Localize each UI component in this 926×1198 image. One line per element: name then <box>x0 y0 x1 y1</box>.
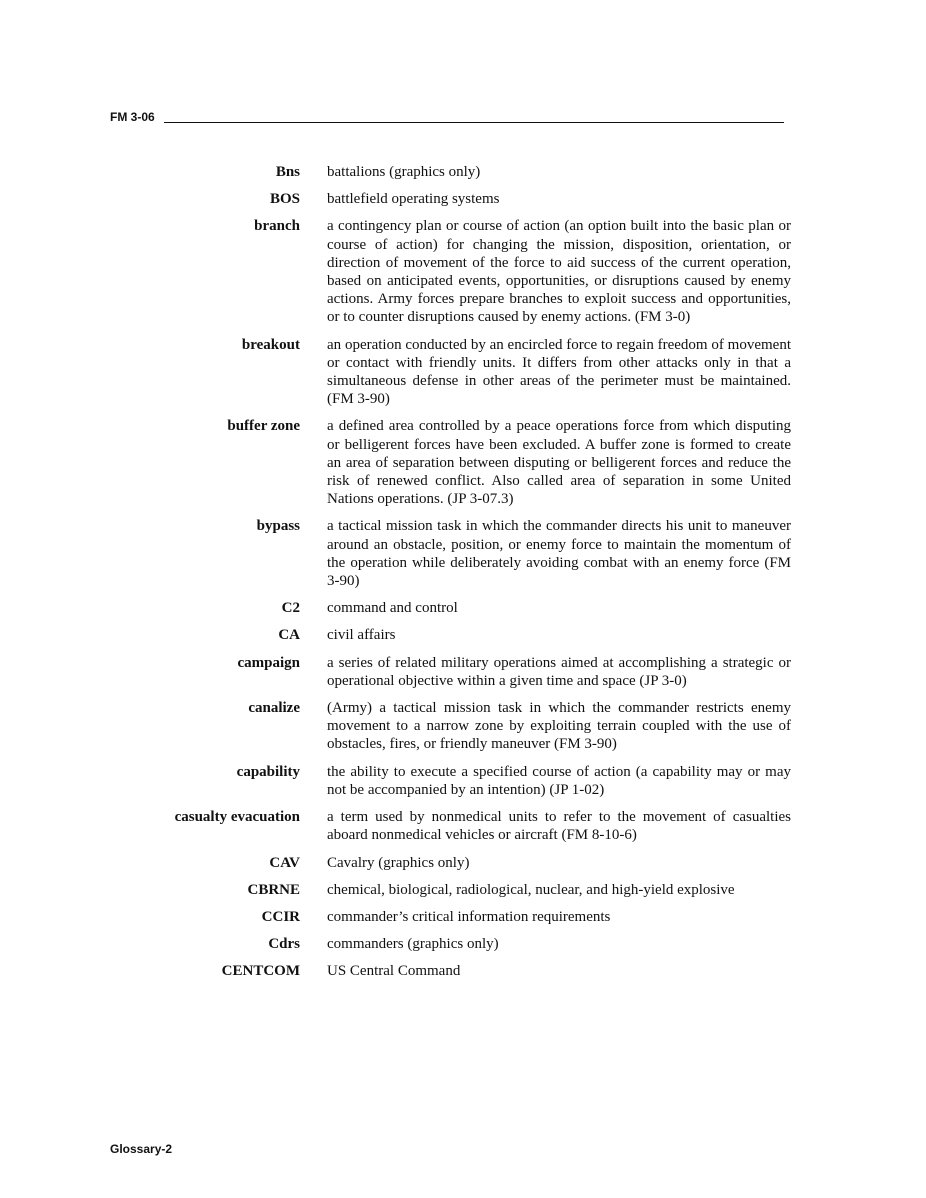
glossary-term: C2 <box>281 600 300 617</box>
glossary-term: canalize <box>248 700 300 717</box>
glossary-term: Cdrs <box>268 936 300 953</box>
glossary-entry <box>110 654 792 690</box>
glossary-definition: an operation conducted by an encircled force to regain freedom of movement or contact with friendly units. It differs from other attacks only in that a simultaneous defense in other areas of the perimeter must be maintained. (FM 3-90) <box>327 336 791 408</box>
header-rule <box>164 122 784 123</box>
glossary-entry <box>110 854 792 872</box>
glossary-definition: commanders (graphics only) <box>327 936 499 953</box>
glossary-definition: (Army) a tactical mission task in which the commander restricts enemy movement to a narrow zone by exploiting terrain coupled with the use of obstacles, fires, or friendly maneuver (FM 3-90) <box>327 700 791 753</box>
glossary-entry <box>110 190 792 208</box>
glossary-definition: the ability to execute a specified course of action (a capability may or may not be accompanied by an intention) (JP 1-02) <box>327 763 791 798</box>
glossary-term: CBRNE <box>247 881 300 898</box>
glossary-term: bypass <box>256 518 300 535</box>
glossary-definition: chemical, biological, radiological, nuclear, and high-yield explosive <box>327 881 735 898</box>
glossary-definition: a contingency plan or course of action (an option built into the basic plan or course of action) for changing the mission, disposition, orientation, or direction of movement of the force to aid success of the current operation, based on anticipated events, opportunities, or disruptions caused by enemy actions. Army forces prepare branches to exploit success and opportunities, or to counter disruptions caused by enemy actions. (FM 3-0) <box>327 218 791 326</box>
glossary-term: Bns <box>275 164 300 180</box>
glossary-definition: battalions (graphics only) <box>327 164 481 180</box>
glossary-term: CA <box>278 627 300 644</box>
glossary-definition: Cavalry (graphics only) <box>327 854 470 871</box>
document-title: FM 3-06 <box>110 110 155 124</box>
glossary-entry <box>110 336 792 409</box>
glossary-term: campaign <box>237 654 300 671</box>
glossary-entry <box>110 699 792 754</box>
glossary-term: CCIR <box>261 908 300 925</box>
glossary-term: capability <box>236 763 300 780</box>
glossary-definition: US Central Command <box>327 963 461 980</box>
glossary-definition: battlefield operating systems <box>327 191 500 208</box>
glossary-entry <box>110 163 792 181</box>
glossary-entry <box>110 881 792 899</box>
page-header <box>110 110 786 126</box>
glossary-entry <box>110 962 792 980</box>
glossary-term: BOS <box>269 191 300 208</box>
glossary-entry <box>110 217 792 326</box>
glossary-entry <box>110 626 792 644</box>
glossary-entry <box>110 599 792 617</box>
glossary-definition: civil affairs <box>327 627 396 644</box>
glossary-definition: a tactical mission task in which the commander directs his unit to maneuver around an obstacle, position, or enemy force to maintain the momentum of the operation while deliberately avoiding combat with an enemy force (FM 3-90) <box>327 518 791 590</box>
glossary-list <box>110 163 792 990</box>
glossary-definition: a defined area controlled by a peace operations force from which disputing or belligerent forces have been excluded. A buffer zone is formed to create an area of separation between disputing or belligerent forces and reduce the risk of renewed conflict. Also called area of separation in some United Nations operations. (JP 3-07.3) <box>327 418 791 508</box>
glossary-entry <box>110 517 792 590</box>
glossary-definition: a term used by nonmedical units to refer to the movement of casualties aboard nonmedical vehicles or aircraft (FM 8-10-6) <box>327 809 791 844</box>
glossary-term: CAV <box>269 854 300 871</box>
glossary-definition: commander’s critical information requirements <box>327 908 611 925</box>
glossary-definition: a series of related military operations aimed at accomplishing a strategic or operational objective within a given time and space (JP 3-0) <box>327 654 791 689</box>
glossary-term: casualty evacuation <box>174 809 300 826</box>
glossary-entry <box>110 763 792 799</box>
glossary-term: breakout <box>241 336 300 353</box>
glossary-entry <box>110 935 792 953</box>
glossary-term: CENTCOM <box>221 963 300 980</box>
glossary-entry <box>110 908 792 926</box>
glossary-entry <box>110 417 792 508</box>
glossary-definition: command and control <box>327 600 458 617</box>
glossary-term: buffer zone <box>227 418 300 435</box>
glossary-entry <box>110 808 792 844</box>
glossary-term: branch <box>254 218 300 235</box>
page-number: Glossary-2 <box>110 1142 173 1156</box>
